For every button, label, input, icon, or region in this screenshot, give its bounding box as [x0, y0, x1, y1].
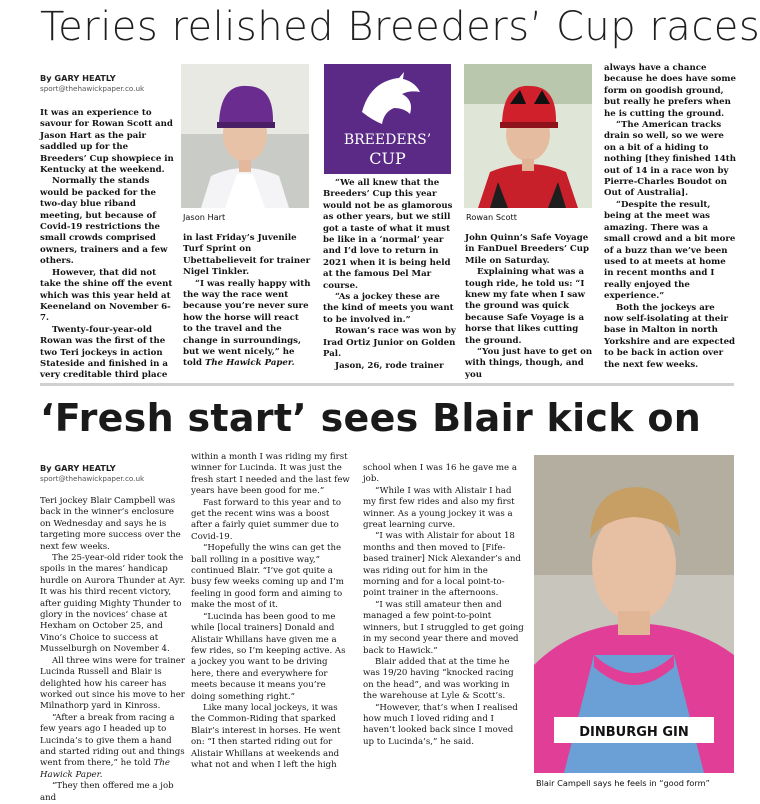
paragraph-text: in last Friday’s Juvenile Turf Sprint on Ubettabelieveit for trainer Nigel Tinkler.: [183, 233, 311, 278]
paragraph-text: “Lucinda has been good to me while [local trainers] Donald and Alistair Whillans have given me a few rides, so I’m keeping active. As a jockey you want to be driving here, there and everywhere for meets because it means you’re doing something right.”: [191, 611, 346, 702]
paragraph: [191, 498, 351, 544]
article2-email: sport@thehawickpaper.co.uk: [40, 474, 145, 483]
paragraph-text: “However, that’s when I realised how much I loved riding and I haven’t looked back since I moved up to Lucinda’s,” he said.: [363, 702, 518, 747]
paragraph-text: However, that did not take the shine off the event which was this year held at Keeneland on November 6-7.: [40, 267, 173, 324]
photo-caption-rowan-scott: Rowan Scott: [466, 212, 517, 222]
logo-text-bottom: CUP: [369, 149, 406, 168]
paragraph: [191, 612, 351, 703]
paragraph-text: school when I was 16 he gave me a job.: [363, 463, 517, 485]
paragraph-text: always have a chance because he does have some form on goodish ground, but really he prefers when he is cutting the ground.: [604, 63, 736, 119]
paragraph-text: “Hopefully the wins can get the ball rolling in a positive way,” continued Blair. “I’ve got quite a busy few weeks coming up and I’m feeling in good form and aiming to make the most of it.: [191, 543, 344, 611]
paragraph: [465, 267, 595, 347]
horse-logo-icon: [324, 64, 451, 174]
paragraph: [40, 656, 186, 713]
jockey-portrait-icon: [464, 64, 592, 208]
article2-column-2: [191, 452, 351, 796]
article2-headline: ‘Fresh start’ sees Blair kick on: [40, 396, 702, 440]
paragraph: [604, 63, 736, 120]
paragraph-text: Blair added that at the time he was 19/20 having “knocked racing on the head”, and was working in the warehouse at Lyle & Scott’s.: [363, 656, 514, 702]
section-divider: [40, 383, 734, 386]
paragraph: [323, 178, 457, 292]
jockey-portrait-icon: [181, 64, 309, 208]
photo-caption-blair-campbell: Blair Campell says he feels in “good form”: [536, 778, 710, 788]
publication-name: The Hawick Paper.: [204, 358, 295, 369]
paragraph-text: Both the jockeys are now self-isolating at their base in Malton in north Yorkshire and are expected to be back in action over the next few weeks.: [604, 302, 736, 370]
article1-column-3: [323, 178, 457, 383]
paragraph-text: “I was really happy with the way the race went because you’re never sure how the horse will react to the travel and the change in surroundings, but we went nicely,” he told: [183, 278, 311, 369]
paragraph: [465, 233, 595, 267]
paragraph: [40, 325, 175, 382]
article1-byline: By GARY HEATLY: [40, 73, 116, 83]
paragraph: [323, 292, 457, 326]
paragraph: [604, 200, 736, 303]
paragraph-text: It was an experience to savour for Rowan Scott and Jason Hart as the pair saddled up for the Breeders’ Cup showpiece in Kentucky at the weekend.: [40, 108, 174, 176]
jockey-portrait-icon: [534, 455, 734, 773]
paragraph: [604, 303, 736, 371]
paragraph: [40, 268, 175, 325]
paragraph: [40, 496, 186, 553]
paragraph-text: “After a break from racing a few years ago I headed up to Lucinda’s to give them a hand and started riding out and things went from there,” he told: [40, 712, 185, 769]
paragraph-text: Explaining what was a tough ride, he told us: “I knew my fate when I saw the ground was quick because Safe Voyage is a horse that likes cutting the ground.: [465, 267, 586, 346]
article2-column-3: [363, 463, 525, 796]
paragraph-text: Like many local jockeys, it was the Common-Riding that sparked Blair’s interest in horses. He went on: “I then started riding out for Alistair Whillans at weekends and what not and when I left the high: [191, 702, 341, 770]
paragraph-text: “We all knew that the Breeders’ Cup this year would not be as glamorous as other years, but we still got a taste of what it must be like in a ‘normal’ year and I’d love to return in 2021 when it is being held at the famous Del Mar course.: [323, 178, 453, 291]
paragraph: [363, 463, 525, 486]
paragraph: [40, 781, 186, 804]
paragraph: [604, 120, 736, 200]
paragraph: [40, 713, 186, 781]
paragraph: [465, 347, 595, 381]
article1-column-1: [40, 108, 175, 382]
paragraph: [40, 176, 175, 267]
paragraph-text: Jason, 26, rode trainer: [335, 360, 444, 371]
paragraph: [363, 486, 525, 532]
paragraph-text: All three wins were for trainer Lucinda Russell and Blair is delighted how his career has worked out since his move to her Milnathorp yard in Kinross.: [40, 655, 185, 712]
paragraph: [363, 600, 525, 657]
article1-column-5: [604, 63, 736, 383]
logo-text-top: BREEDERS’: [343, 132, 432, 148]
paragraph: [183, 233, 311, 279]
paragraph-text: Fast forward to this year and to get the recent wins was a boost after a fairly quiet summer due to Covid-19.: [191, 497, 342, 542]
paragraph-text: John Quinn’s Safe Voyage in FanDuel Breeders’ Cup Mile on Saturday.: [465, 233, 590, 266]
silks-sponsor-text: DINBURGH GIN: [579, 725, 689, 740]
photo-caption-jason-hart: Jason Hart: [183, 212, 226, 222]
paragraph-text: “As a jockey these are the kind of meets you want to be involved in.”: [323, 292, 454, 325]
paragraph-text: “You just have to get on with things, though, and you: [465, 347, 593, 380]
article2-column-1: [40, 496, 186, 803]
paragraph: [183, 279, 311, 370]
photo-blair-campbell: [534, 455, 734, 773]
article2-byline: By GARY HEATLY: [40, 463, 116, 473]
paragraph: [323, 361, 457, 372]
paragraph-text: Normally the stands would be packed for the two-day blue riband meeting, but because of Covid-19 restrictions the small crowds comprised owners, trainers and a few others.: [40, 176, 168, 267]
article1-column-2: [183, 233, 311, 383]
paragraph: [191, 543, 351, 611]
paragraph: [323, 326, 457, 360]
paragraph-text: within a month I was riding my first winner for Lucinda. It was just the fresh start I needed and the last few years have been good for me.”: [191, 452, 350, 497]
paragraph-text: “I was with Alistair for about 18 months and then moved to [Fife-based trainer] Nick Alexander’s and was riding out for him in the morning and for a local point-to-point trainer in the afternoons.: [363, 531, 521, 599]
paragraph-text: Twenty-four-year-old Rowan was the first of the two Teri jockeys in action Stateside and finished in a very creditable third place: [40, 324, 168, 381]
paragraph-text: “The American tracks drain so well, so we were on a bit of a hiding to nothing [they finished 14th out of 14 in a race won by Pierre-Charles Boudot on Out of Australia].: [604, 120, 736, 199]
paragraph-text: Teri jockey Blair Campbell was back in the winner’s enclosure on Wednesday and says he is targeting more success over the next few weeks.: [40, 496, 181, 552]
article1-email: sport@thehawickpaper.co.uk: [40, 84, 145, 93]
paragraph: [191, 703, 351, 771]
article1-headline: Teries relished Breeders’ Cup races: [40, 4, 760, 50]
breeders-cup-logo: [324, 64, 451, 174]
paragraph: [363, 531, 525, 599]
article1-column-4: [465, 233, 595, 383]
publication-name: The Hawick Paper.: [40, 758, 170, 780]
paragraph-text: “Despite the result, being at the meet was amazing. There was a small crowd and a bit more of a buzz than we’ve been used to at meets at home in recent months and I really enjoyed the experience.”: [604, 199, 736, 302]
paragraph-text: “They then offered me a job and: [40, 781, 174, 803]
paragraph: [40, 553, 186, 656]
paragraph: [191, 452, 351, 498]
paragraph: [40, 108, 175, 176]
paragraph-text: Rowan’s race was won by Irad Ortiz Junior on Golden Pal.: [323, 326, 456, 360]
paragraph-text: “While I was with Alistair I had my first few rides and also my first winner. As a young jockey it was a great learning curve.: [363, 485, 515, 531]
paragraph-text: The 25-year-old rider took the spoils in the mares’ handicap hurdle on Aurora Thunder at Ayr. It was his third recent victory, after guiding Mighty Thunder to glory in the novices’ chase at Hexham on October 25, and Vino’s Choice to success at Musselburgh on November 4.: [40, 553, 186, 655]
paragraph: [363, 657, 525, 703]
paragraph: [363, 703, 525, 749]
paragraph-text: “I was still amateur then and managed a few point-to-point winners, but I struggled to get going in my second year there and moved back to Hawick.”: [363, 599, 524, 656]
photo-rowan-scott: [464, 64, 592, 208]
photo-jason-hart: [181, 64, 309, 208]
